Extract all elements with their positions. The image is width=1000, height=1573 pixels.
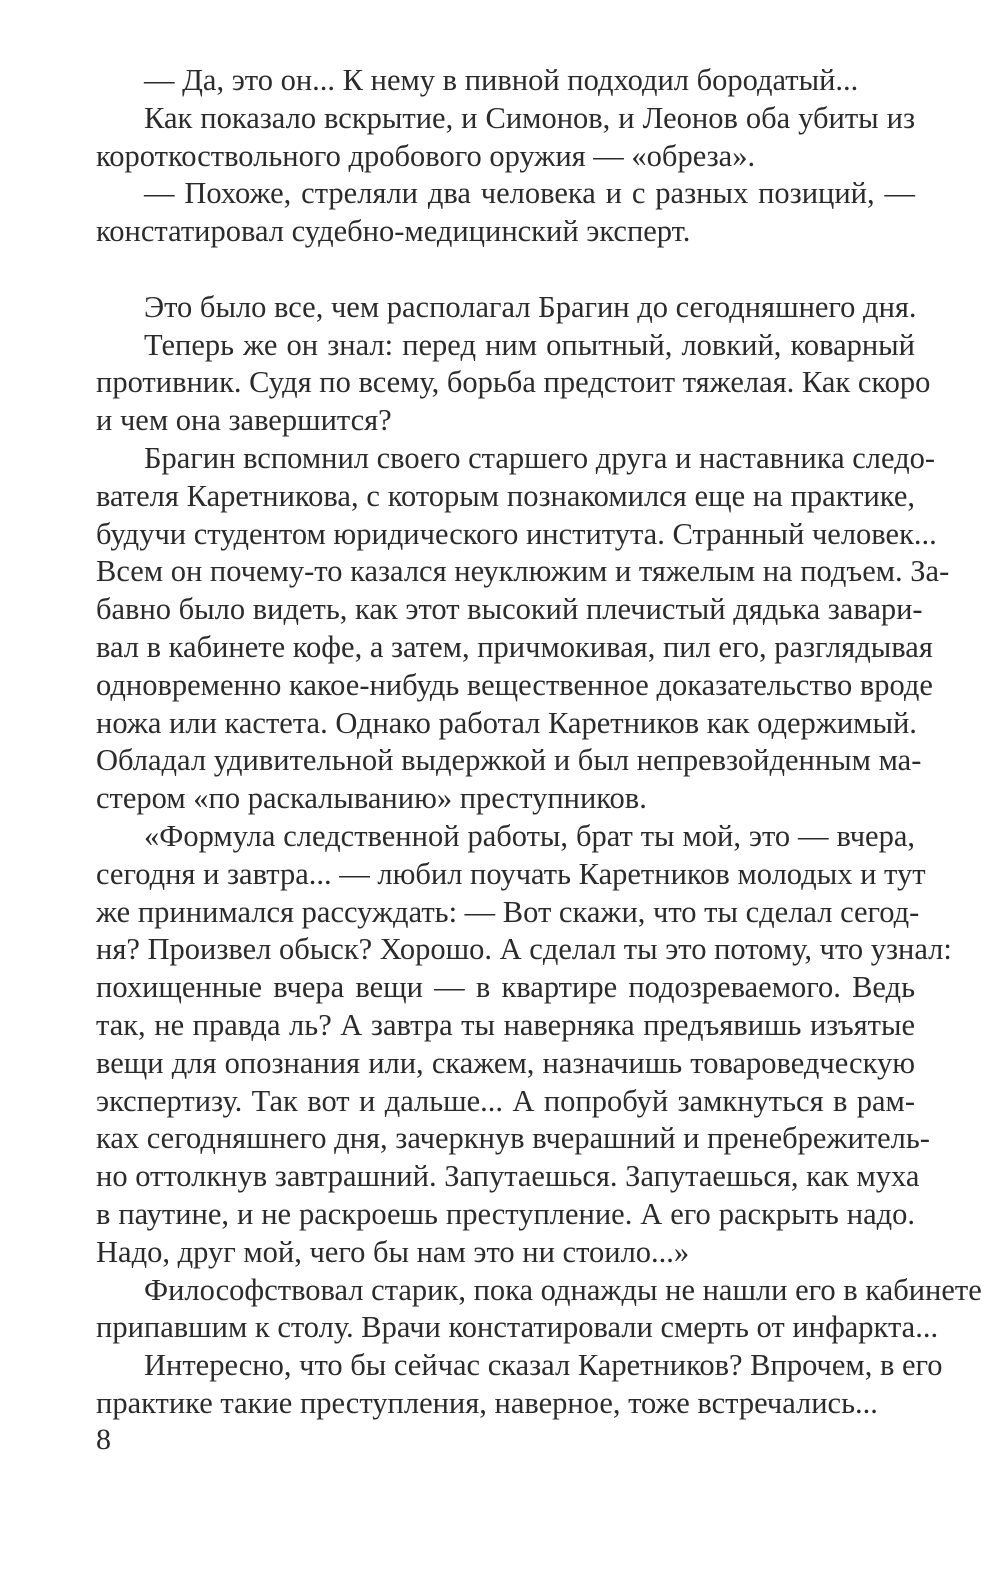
text-line: Брагин вспомнил своего старшего друга и наставника следо-: [144, 440, 936, 475]
text-line: вал в кабинете кофе, а затем, причмокивая, пил его, разглядывая: [96, 629, 933, 664]
text-line: — Похоже, стреляли два человека и с разных позиций, —: [144, 176, 915, 211]
text-line: противник. Судя по всему, борьба предстоит тяжелая. Как скоро: [96, 365, 931, 400]
text-line: практике такие преступления, наверное, тоже встречались...: [96, 1385, 878, 1420]
text-line: короткоствольного дробового оружия — «обреза».: [96, 138, 756, 173]
text-line: Интересно, что бы сейчас сказал Каретников? Впрочем, в его: [144, 1348, 943, 1383]
text-line: Обладал удивительной выдержкой и был непревзойденным ма-: [96, 743, 922, 778]
text-line: ках сегодняшнего дня, зачеркнув вчерашний и пренебрежитель-: [96, 1121, 930, 1156]
paragraph-gap: [96, 251, 915, 289]
text-line: вателя Каретникова, с которым познакомился еще на практике,: [96, 478, 915, 513]
text-line: похищенные вчера вещи — в квартире подозреваемого. Ведь: [96, 970, 915, 1005]
text-line: Всем он почему-то казался неуклюжим и тяжелым на подъем. За-: [96, 554, 950, 589]
text-line: будучи студентом юридического института. Странный человек...: [96, 516, 937, 551]
text-line: и чем она завершится?: [96, 403, 392, 438]
text-line: же принимался рассуждать: — Вот скажи, что ты сделал сегод-: [96, 894, 920, 929]
text-line: Это было все, чем располагал Брагин до сегодняшнего дня.: [144, 289, 917, 324]
text-line: но оттолкнув завтрашний. Запутаешься. Запутаешься, как муха: [96, 1159, 920, 1194]
text-line: так, не правда ль? А завтра ты наверняка предъявишь изъятые: [96, 1007, 915, 1042]
text-line: ножа или кастета. Однако работал Каретников как одержимый.: [96, 705, 917, 740]
text-line: ня? Произвел обыск? Хорошо. А сделал ты это потому, что узнал:: [96, 932, 952, 967]
text-line: вещи для опознания или, скажем, назначишь товароведческую: [96, 1045, 915, 1080]
page-body: [96, 62, 982, 1423]
page-number: 8: [96, 1423, 111, 1456]
text-line: констатировал судебно-медицинский эксперт.: [96, 214, 691, 249]
text-line: Надо, друг мой, чего бы нам это ни стоило...»: [96, 1234, 690, 1269]
text-line: — Да, это он... К нему в пивной подходил бородатый...: [144, 63, 859, 97]
text-line: «Формула следственной работы, брат ты мой, это — вчера,: [144, 818, 915, 853]
text-line: Философствовал старик, пока однажды не нашли его в кабинете: [144, 1272, 982, 1307]
text-line: стером «по раскалыванию» преступников.: [96, 781, 647, 816]
text-line: припавшим к столу. Врачи констатировали смерть от инфаркта...: [96, 1310, 939, 1345]
text-line: бавно было видеть, как этот высокий плечистый дядька завари-: [96, 592, 923, 627]
text-line: одновременно какое-нибудь вещественное доказательство вроде: [96, 667, 933, 702]
text-line: сегодня и завтра... — любил поучать Каретников молодых и тут: [96, 856, 926, 891]
text-line: Как показало вскрытие, и Симонов, и Леонов оба убиты из: [144, 100, 915, 135]
text-line: экспертизу. Так вот и дальше... А попробуй замкнуться в рам-: [96, 1083, 915, 1118]
text-line: Теперь же он знал: перед ним опытный, ловкий, коварный: [144, 327, 915, 362]
text-line: в паутине, и не раскроешь преступление. А его раскрыть надо.: [96, 1196, 915, 1231]
